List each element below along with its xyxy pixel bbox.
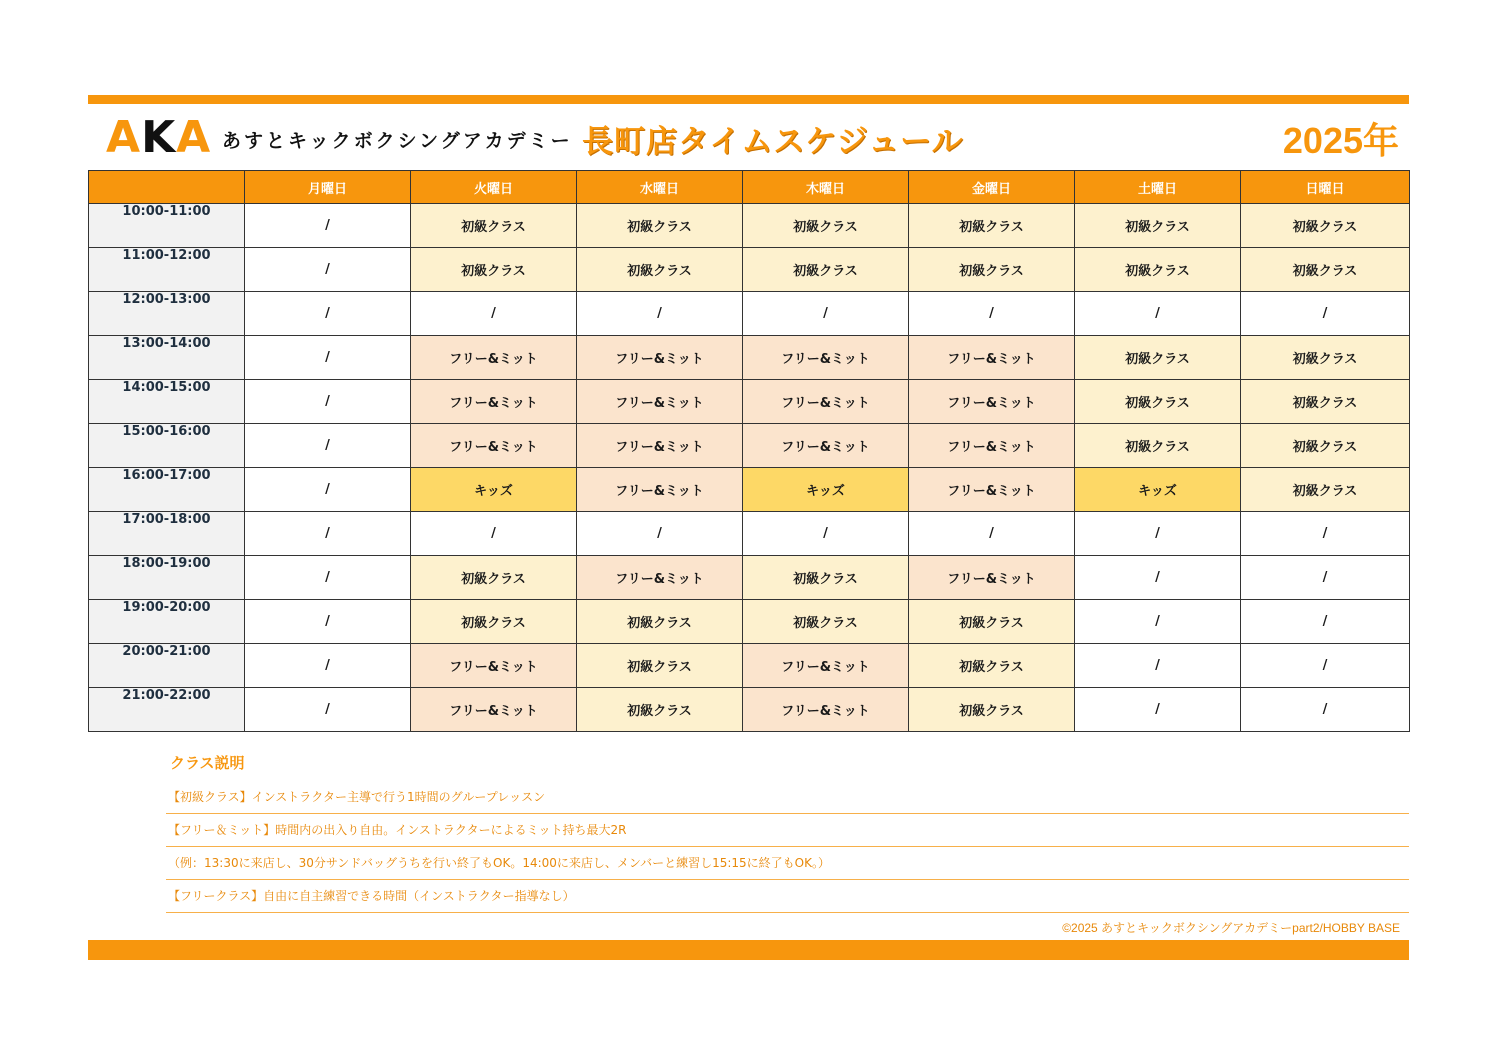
beginner-class-cell: 初級クラス — [1075, 248, 1241, 292]
beginner-class-cell: 初級クラス — [1241, 204, 1410, 248]
top-accent-bar — [88, 95, 1409, 104]
header-day-fri: 金曜日 — [909, 171, 1075, 204]
time-slot-label: 21:00-22:00 — [89, 688, 245, 732]
schedule-body — [89, 204, 1410, 732]
table-row — [89, 512, 1410, 556]
free-mitt-cell: フリー&ミット — [577, 468, 743, 512]
header-row — [89, 171, 1410, 204]
beginner-class-cell: 初級クラス — [909, 248, 1075, 292]
free-mitt-cell: フリー&ミット — [411, 644, 577, 688]
beginner-class-cell: 初級クラス — [1075, 204, 1241, 248]
empty-slot: / — [245, 512, 411, 556]
empty-slot: / — [411, 292, 577, 336]
empty-slot: / — [743, 512, 909, 556]
beginner-class-cell: 初級クラス — [743, 248, 909, 292]
beginner-class-cell: 初級クラス — [1075, 336, 1241, 380]
beginner-class-cell: 初級クラス — [577, 644, 743, 688]
free-mitt-cell: フリー&ミット — [577, 336, 743, 380]
free-mitt-cell: フリー&ミット — [909, 336, 1075, 380]
free-mitt-cell: フリー&ミット — [743, 644, 909, 688]
free-mitt-cell: フリー&ミット — [743, 688, 909, 732]
aka-logo — [106, 114, 211, 162]
table-row — [89, 336, 1410, 380]
table-row — [89, 688, 1410, 732]
time-slot-label: 14:00-15:00 — [89, 380, 245, 424]
table-row — [89, 292, 1410, 336]
beginner-class-cell: 初級クラス — [411, 556, 577, 600]
beginner-class-cell: 初級クラス — [411, 204, 577, 248]
legend-line-example: （例：13:30に来店し、30分サンドバッグうちを行い終了もOK。14:00に来店し、メンバーと練習し15:15に終了もOK。） — [166, 847, 1409, 880]
beginner-class-cell: 初級クラス — [411, 248, 577, 292]
legend-title: クラス説明 — [170, 754, 245, 772]
kids-class-cell: キッズ — [1075, 468, 1241, 512]
legend-line-free-class: 【フリークラス】自由に自主練習できる時間（インストラクター指導なし） — [166, 880, 1409, 913]
empty-slot: / — [245, 248, 411, 292]
beginner-class-cell: 初級クラス — [577, 248, 743, 292]
empty-slot: / — [1241, 292, 1410, 336]
time-slot-label: 17:00-18:00 — [89, 512, 245, 556]
legend-line-beginner: 【初級クラス】インストラクター主導で行う1時間のグループレッスン — [166, 781, 1409, 814]
free-mitt-cell: フリー&ミット — [411, 688, 577, 732]
empty-slot: / — [245, 644, 411, 688]
beginner-class-cell: 初級クラス — [1241, 248, 1410, 292]
header-day-tue: 火曜日 — [411, 171, 577, 204]
header — [88, 104, 1409, 170]
free-mitt-cell: フリー&ミット — [909, 424, 1075, 468]
beginner-class-cell: 初級クラス — [743, 556, 909, 600]
empty-slot: / — [1241, 600, 1410, 644]
table-row — [89, 644, 1410, 688]
free-mitt-cell: フリー&ミット — [411, 336, 577, 380]
kids-class-cell: キッズ — [411, 468, 577, 512]
table-row — [89, 556, 1410, 600]
header-day-sun: 日曜日 — [1241, 171, 1410, 204]
free-mitt-cell: フリー&ミット — [577, 424, 743, 468]
beginner-class-cell: 初級クラス — [1241, 468, 1410, 512]
beginner-class-cell: 初級クラス — [743, 204, 909, 248]
time-slot-label: 18:00-19:00 — [89, 556, 245, 600]
free-mitt-cell: フリー&ミット — [411, 380, 577, 424]
empty-slot: / — [1241, 644, 1410, 688]
empty-slot: / — [1075, 600, 1241, 644]
beginner-class-cell: 初級クラス — [1075, 424, 1241, 468]
beginner-class-cell: 初級クラス — [577, 204, 743, 248]
empty-slot: / — [245, 336, 411, 380]
time-slot-label: 12:00-13:00 — [89, 292, 245, 336]
free-mitt-cell: フリー&ミット — [743, 336, 909, 380]
empty-slot: / — [743, 292, 909, 336]
logo-letter-a2: A — [176, 112, 212, 163]
empty-slot: / — [577, 292, 743, 336]
table-row — [89, 600, 1410, 644]
free-mitt-cell: フリー&ミット — [743, 424, 909, 468]
schedule-table — [88, 170, 1410, 732]
empty-slot: / — [1241, 512, 1410, 556]
table-row — [89, 468, 1410, 512]
empty-slot: / — [411, 512, 577, 556]
empty-slot: / — [245, 292, 411, 336]
empty-slot: / — [245, 380, 411, 424]
header-day-wed: 水曜日 — [577, 171, 743, 204]
beginner-class-cell: 初級クラス — [1075, 380, 1241, 424]
logo-letter-a: A — [106, 112, 142, 163]
empty-slot: / — [1075, 556, 1241, 600]
kids-class-cell: キッズ — [743, 468, 909, 512]
class-legend — [166, 752, 1409, 913]
beginner-class-cell: 初級クラス — [909, 600, 1075, 644]
empty-slot: / — [577, 512, 743, 556]
empty-slot: / — [245, 204, 411, 248]
time-slot-label: 15:00-16:00 — [89, 424, 245, 468]
header-day-sat: 土曜日 — [1075, 171, 1241, 204]
empty-slot: / — [245, 688, 411, 732]
academy-name: あすとキックボクシングアカデミー — [222, 130, 573, 152]
time-slot-label: 16:00-17:00 — [89, 468, 245, 512]
table-row — [89, 248, 1410, 292]
empty-slot: / — [909, 512, 1075, 556]
year-label: 2025年 — [1282, 120, 1399, 161]
table-row — [89, 424, 1410, 468]
page-title: 長町店タイムスケジュール — [582, 124, 964, 160]
beginner-class-cell: 初級クラス — [1241, 380, 1410, 424]
free-mitt-cell: フリー&ミット — [743, 380, 909, 424]
time-slot-label: 20:00-21:00 — [89, 644, 245, 688]
time-slot-label: 11:00-12:00 — [89, 248, 245, 292]
time-slot-label: 10:00-11:00 — [89, 204, 245, 248]
beginner-class-cell: 初級クラス — [743, 600, 909, 644]
empty-slot: / — [1075, 512, 1241, 556]
beginner-class-cell: 初級クラス — [1241, 336, 1410, 380]
time-slot-label: 19:00-20:00 — [89, 600, 245, 644]
empty-slot: / — [1241, 556, 1410, 600]
table-row — [89, 204, 1410, 248]
free-mitt-cell: フリー&ミット — [909, 556, 1075, 600]
beginner-class-cell: 初級クラス — [411, 600, 577, 644]
logo-letter-k: K — [141, 112, 177, 163]
beginner-class-cell: 初級クラス — [577, 600, 743, 644]
free-mitt-cell: フリー&ミット — [411, 424, 577, 468]
header-day-thu: 木曜日 — [743, 171, 909, 204]
free-mitt-cell: フリー&ミット — [909, 380, 1075, 424]
free-mitt-cell: フリー&ミット — [577, 556, 743, 600]
empty-slot: / — [1075, 292, 1241, 336]
empty-slot: / — [245, 468, 411, 512]
copyright: ©2025 あすとキックボクシングアカデミーpart2/HOBBY BASE — [1062, 921, 1400, 935]
beginner-class-cell: 初級クラス — [909, 688, 1075, 732]
beginner-class-cell: 初級クラス — [1241, 424, 1410, 468]
beginner-class-cell: 初級クラス — [577, 688, 743, 732]
free-mitt-cell: フリー&ミット — [909, 468, 1075, 512]
empty-slot: / — [1241, 688, 1410, 732]
table-row — [89, 380, 1410, 424]
empty-slot: / — [245, 424, 411, 468]
beginner-class-cell: 初級クラス — [909, 644, 1075, 688]
empty-slot: / — [245, 556, 411, 600]
bottom-accent-bar — [88, 940, 1409, 960]
empty-slot: / — [1075, 688, 1241, 732]
header-day-mon: 月曜日 — [245, 171, 411, 204]
empty-slot: / — [1075, 644, 1241, 688]
legend-line-free-mitt: 【フリー＆ミット】時間内の出入り自由。インストラクターによるミット持ち最大2R — [166, 814, 1409, 847]
beginner-class-cell: 初級クラス — [909, 204, 1075, 248]
free-mitt-cell: フリー&ミット — [577, 380, 743, 424]
empty-slot: / — [245, 600, 411, 644]
empty-slot: / — [909, 292, 1075, 336]
time-slot-label: 13:00-14:00 — [89, 336, 245, 380]
header-corner — [89, 171, 245, 204]
